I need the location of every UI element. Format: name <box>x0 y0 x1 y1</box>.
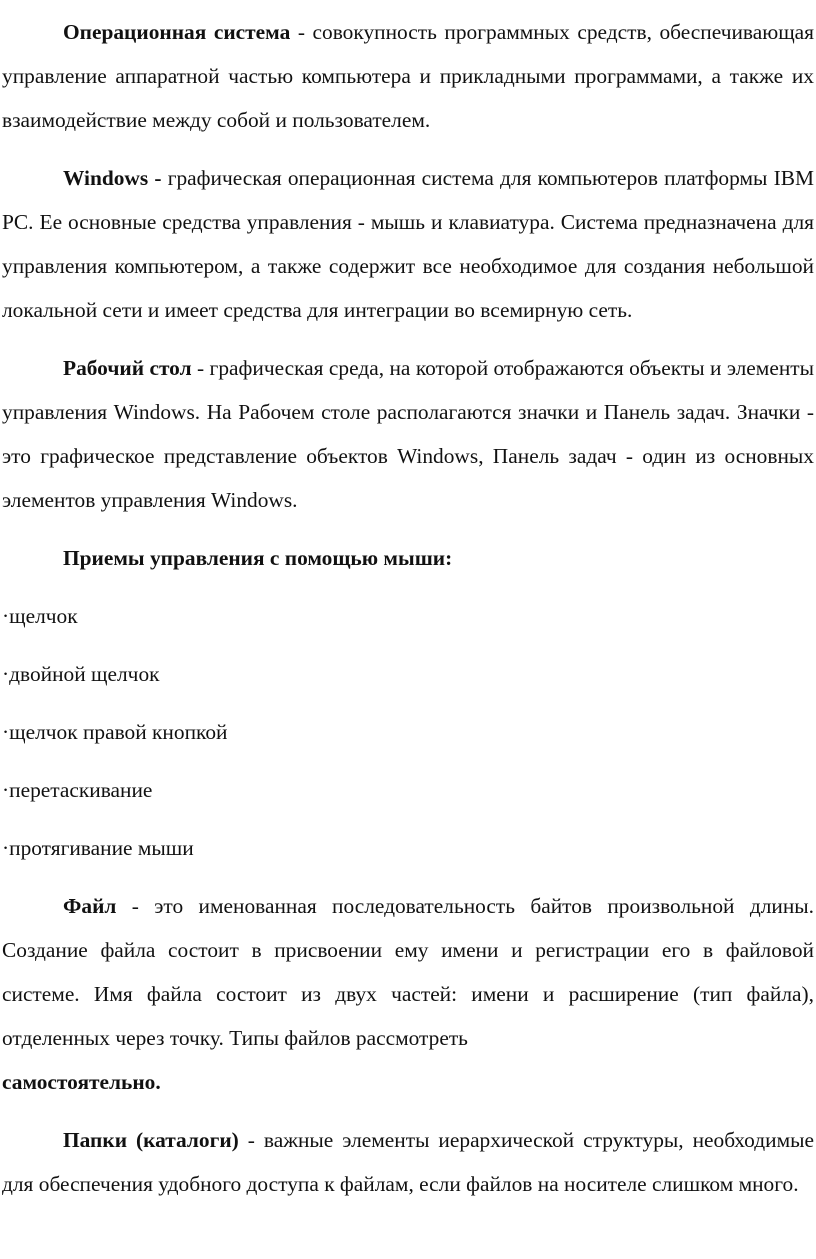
paragraph-operating-system <box>2 10 814 142</box>
mouse-techniques-heading: Приемы управления с помощью мыши: <box>63 546 453 570</box>
definition-file: - это именованная последовательность байтов произвольной длины. Создание файла состоит в присвоении ему имени и регистрации его в файловой системе. Имя файла состоит из двух частей: имени и расширение (тип файла), отделенных через точку. Типы файлов рассмотреть <box>2 894 814 1050</box>
definition-desktop: - графическая среда, на которой отображаются объекты и элементы управления Windows. На Рабочем столе располагаются значки и Панель задач. Значки - это графическое представление объектов Windows, Панель задач - один из основных элементов управления Windows. <box>2 356 815 512</box>
term-desktop: Рабочий стол <box>63 356 192 380</box>
list-item: ·щелчок правой кнопкой <box>2 720 228 744</box>
paragraph-windows <box>2 156 814 332</box>
paragraph-folders <box>2 1118 814 1206</box>
definition-operating-system: - совокупность программных средств, обеспечивающая управление аппаратной частью компьютера и прикладными программами, а также их взаимодействие между собой и пользователем. <box>2 20 814 132</box>
file-emphasis: самостоятельно. <box>2 1070 161 1094</box>
definition-folders: - важные элементы иерархической структуры, необходимые для обеспечения удобного доступа к файлам, если файлов на носителе слишком много. <box>2 1128 814 1196</box>
term-operating-system: Операционная система <box>63 20 291 44</box>
list-item: ·протягивание мыши <box>2 836 194 860</box>
list-item: ·перетаскивание <box>2 778 153 802</box>
paragraph-desktop <box>2 346 814 522</box>
term-file: Файл <box>63 894 117 918</box>
definition-windows: графическая операционная система для компьютеров платформы IBM PC. Ее основные средства управления - мышь и клавиатура. Система предназначена для управления компьютером, а также содержит все необходимое для создания небольшой локальной сети и имеет средства для интеграции во всемирную сеть. <box>2 166 815 322</box>
paragraph-file <box>2 884 814 1104</box>
list-item: ·двойной щелчок <box>2 662 160 686</box>
list-item: ·щелчок <box>2 604 78 628</box>
term-folders: Папки (каталоги) <box>63 1128 239 1152</box>
term-windows: Windows - <box>63 166 162 190</box>
